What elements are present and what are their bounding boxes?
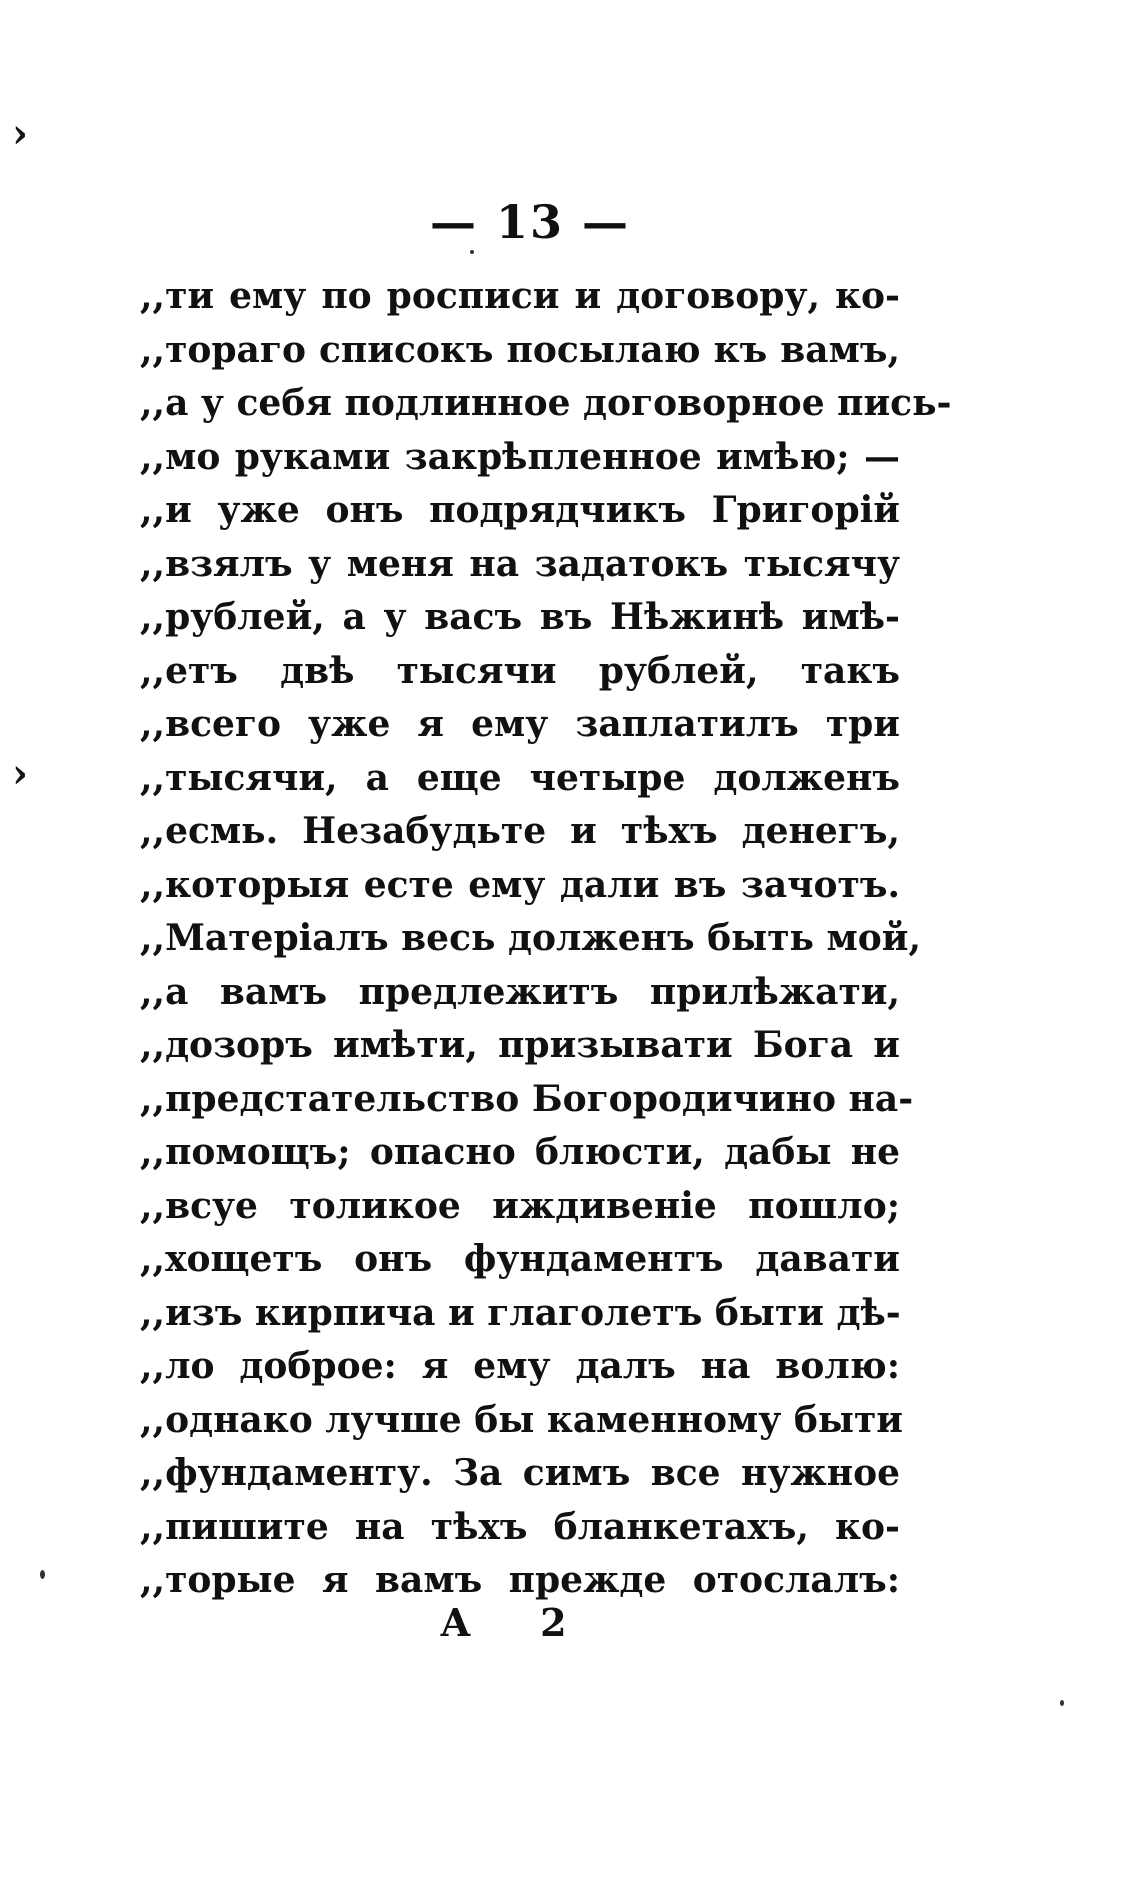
text-line: ,,всего уже я ему заплатилъ три [140,703,900,745]
margin-bracket-mark: › [12,750,28,797]
text-line: ,,ло доброе: я ему далъ на волю: [140,1345,900,1387]
text-line: ,,изъ кирпича и глаголетъ быти дѣ- [140,1291,901,1334]
margin-bracket-mark: › [12,110,28,157]
text-line: ,,помощъ; опасно блюсти, дабы не [140,1131,900,1173]
text-line: ,,пишите на тѣхъ бланкетахъ, ко- [140,1505,900,1548]
speck [1060,1700,1064,1706]
text-line: ,,а вамъ предлежитъ прилѣжати, [140,970,900,1013]
text-line: ,,фундаменту. За симъ все нужное [140,1452,900,1494]
text-line: ,,Матеріалъ весь долженъ быть мой, [140,917,921,959]
text-line: ,,и уже онъ подрядчикъ Григорій [140,489,900,531]
text-line: ,,торые я вамъ прежде отослалъ: [140,1559,900,1601]
text-line: ,,дозоръ имѣти, призывати Бога и [140,1024,900,1066]
text-line: ,,хощетъ онъ фундаментъ давати [140,1238,900,1280]
text-line: ,,всуе толикое иждивеніе пошло; [140,1184,900,1227]
text-line: ,,мо руками закрѣпленное имѣю; — [140,435,900,478]
text-line: ,,есмь. Незабудьте и тѣхъ денегъ, [140,810,900,852]
text-line: ,,рублей, а у васъ въ Нѣжинѣ имѣ- [140,596,900,638]
text-line: ,,ти ему по росписи и договору, ко- [140,275,900,317]
body-text [140,270,952,1608]
text-line: ,,предстательство Богородичино на- [140,1077,914,1120]
text-line: ,,етъ двѣ тысячи рублей, такъ [140,649,900,692]
text-line: ,,тораго списокъ посылаю къ вамъ, [140,328,900,371]
speck [470,250,474,254]
text-line: ,,однако лучше бы каменному быти [140,1398,903,1441]
speck [40,1570,45,1579]
signature-mark: А 2 [440,1600,595,1645]
text-line: ,,взялъ у меня на задатокъ тысячу [140,542,900,585]
text-line: ,,а у себя подлинное договорное пись- [140,382,952,424]
page-number: — 13 — [429,195,631,249]
text-line: ,,которыя есте ему дали въ зачотъ. [140,863,900,906]
text-line: ,,тысячи, а еще четыре долженъ [140,756,900,799]
